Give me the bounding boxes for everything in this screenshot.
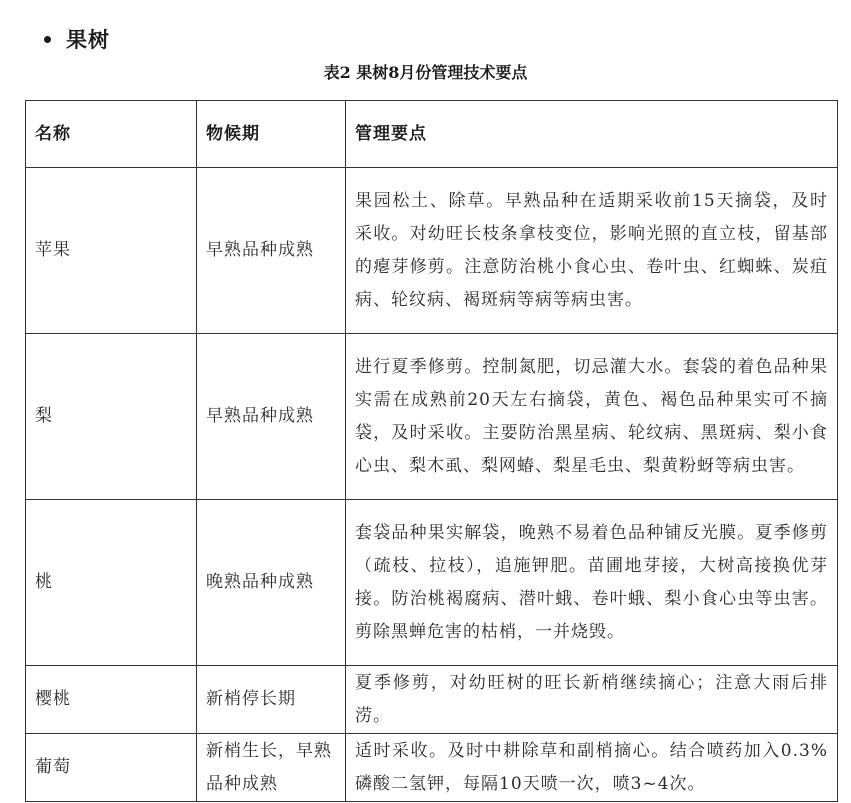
cell-detail: 进行夏季修剪。控制氮肥，切忌灌大水。套袋的着色品种果实需在成熟前20天左右摘袋，黄色、褐色品种果实可不摘袋，及时采收。主要防治黑星病、轮纹病、黑斑病、梨小食心虫、梨木虱、梨网蝽、梨星毛虫、梨黄粉蚜等病虫害。 xyxy=(346,334,838,500)
cell-phase: 新梢生长，早熟品种成熟 xyxy=(197,734,346,802)
section-heading xyxy=(44,22,110,56)
bullet-dot-icon xyxy=(44,36,51,43)
cell-detail: 夏季修剪，对幼旺树的旺长新梢继续摘心；注意大雨后排涝。 xyxy=(346,666,838,734)
cell-name: 苹果 xyxy=(26,168,197,334)
table-row xyxy=(26,334,838,500)
cell-name: 桃 xyxy=(26,500,197,666)
cell-name: 葡萄 xyxy=(26,734,197,802)
table-row xyxy=(26,734,838,802)
cell-phase: 早熟品种成熟 xyxy=(197,334,346,500)
table-row xyxy=(26,168,838,334)
cell-phase: 新梢停长期 xyxy=(197,666,346,734)
cell-name: 梨 xyxy=(26,334,197,500)
header-name: 名称 xyxy=(26,101,197,168)
table-header-row xyxy=(26,101,838,168)
section-title: 果树 xyxy=(66,27,110,52)
table-caption: 表2 果树8月份管理技术要点 xyxy=(323,63,528,82)
table-row xyxy=(26,500,838,666)
header-phase: 物候期 xyxy=(197,101,346,168)
cell-phase: 早熟品种成熟 xyxy=(197,168,346,334)
table-row xyxy=(26,666,838,734)
cell-name: 樱桃 xyxy=(26,666,197,734)
cell-detail: 套袋品种果实解袋，晚熟不易着色品种铺反光膜。夏季修剪（疏枝、拉枝），追施钾肥。苗圃地芽接，大树高接换优芽接。防治桃褐腐病、潜叶蛾、卷叶蛾、梨小食心虫等虫害。剪除黑蝉危害的枯梢，一并烧毁。 xyxy=(346,500,838,666)
cell-phase: 晚熟品种成熟 xyxy=(197,500,346,666)
cell-detail: 适时采收。及时中耕除草和副梢摘心。结合喷药加入0.3%磷酸二氢钾，每隔10天喷一次，喷3~4次。 xyxy=(346,734,838,802)
management-table xyxy=(25,100,838,802)
cell-detail: 果园松土、除草。早熟品种在适期采收前15天摘袋，及时采收。对幼旺长枝条拿枝变位，影响光照的直立枝，留基部的瘪芽修剪。注意防治桃小食心虫、卷叶虫、红蜘蛛、炭疽病、轮纹病、褐斑病等病等病虫害。 xyxy=(346,168,838,334)
header-detail: 管理要点 xyxy=(346,101,838,168)
